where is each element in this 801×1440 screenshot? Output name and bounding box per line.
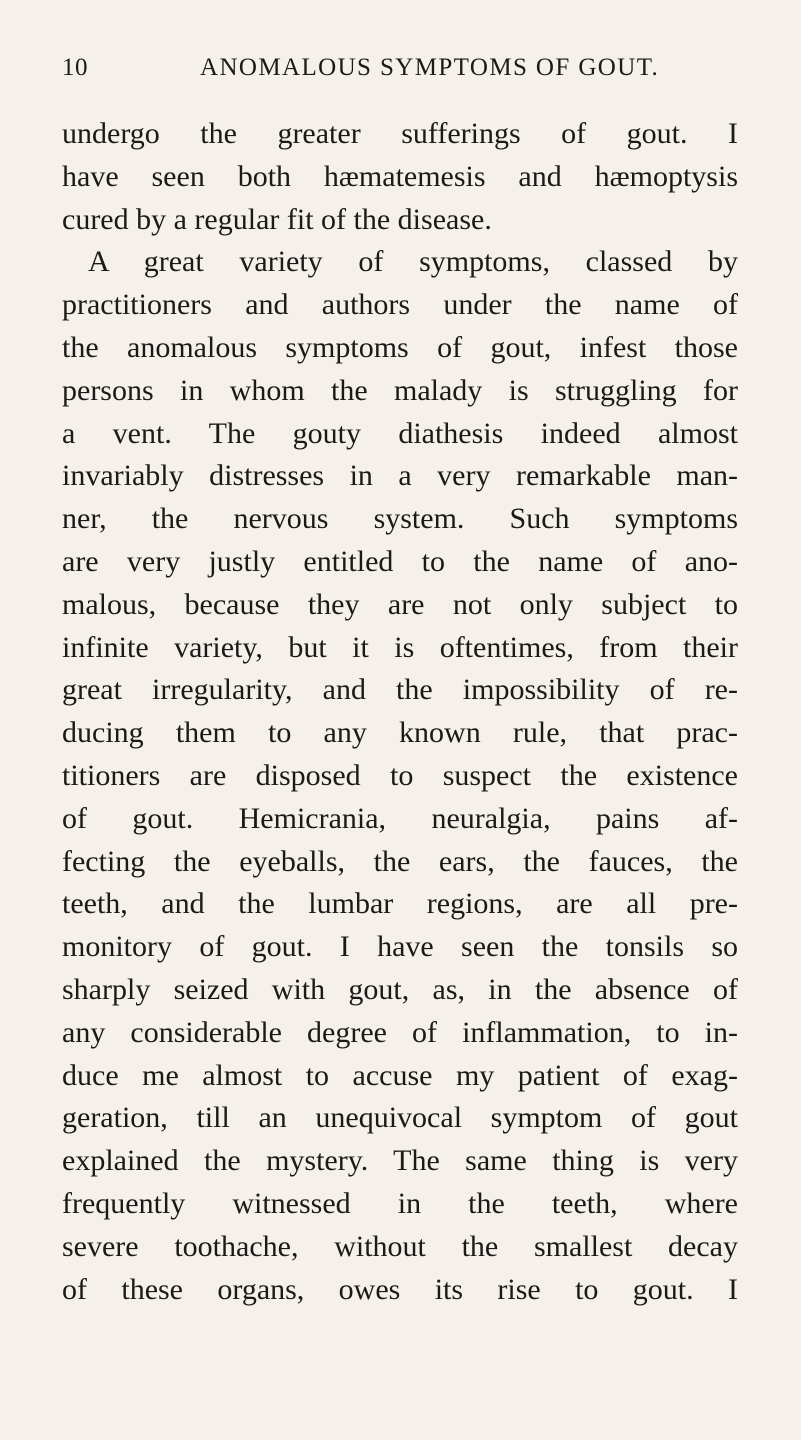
- text-line: sharply seized with gout, as, in the absence of: [62, 972, 738, 1006]
- running-title: ANOMALOUS SYMPTOMS OF GOUT.: [200, 54, 660, 81]
- running-head: [62, 54, 739, 90]
- text-line: great irregularity, and the impossibility of re-: [62, 673, 738, 707]
- text-line: frequently witnessed in the teeth, where: [62, 1186, 738, 1220]
- text-line: persons in whom the malady is struggling for: [62, 373, 738, 407]
- text-line: explained the mystery. The same thing is very: [62, 1144, 738, 1178]
- text-line: duce me almost to accuse my patient of exag-: [62, 1058, 738, 1092]
- body-text: [62, 113, 738, 1311]
- text-line: practitioners and authors under the name of: [62, 288, 738, 322]
- text-line: malous, because they are not only subject to: [62, 587, 738, 621]
- text-line: teeth, and the lumbar regions, are all pre-: [62, 887, 738, 921]
- text-line: a vent. The gouty diathesis indeed almost: [62, 416, 738, 450]
- text-line: undergo the greater sufferings of gout. I: [62, 117, 738, 150]
- text-line: of gout. Hemicrania, neuralgia, pains af-: [62, 801, 738, 835]
- text-line: severe toothache, without the smallest decay: [62, 1229, 738, 1263]
- text-line: the anomalous symptoms of gout, infest those: [62, 330, 738, 364]
- text-line: have seen both hæmatemesis and hæmoptysis: [62, 159, 738, 193]
- text-line: monitory of gout. I have seen the tonsils so: [62, 930, 738, 964]
- text-line: infinite variety, but it is oftentimes, from their: [62, 630, 738, 664]
- text-line: ner, the nervous system. Such symptoms: [62, 502, 738, 536]
- text-line: any considerable degree of inflammation, to in-: [62, 1015, 738, 1049]
- text-line: invariably distresses in a very remarkable man-: [62, 459, 738, 493]
- page-number: 10: [62, 54, 88, 81]
- text-line: ducing them to any known rule, that prac-: [62, 716, 738, 750]
- text-line: geration, till an unequivocal symptom of gout: [62, 1101, 738, 1135]
- text-line: cured by a regular fit of the disease.: [62, 202, 492, 236]
- text-line: fecting the eyeballs, the ears, the fauces, the: [62, 844, 738, 878]
- text-line: titioners are disposed to suspect the existence: [62, 758, 738, 792]
- text-line: A great variety of symptoms, classed by: [88, 245, 738, 279]
- text-line: are very justly entitled to the name of ano-: [62, 544, 738, 578]
- text-line: of these organs, owes its rise to gout. I: [62, 1272, 738, 1306]
